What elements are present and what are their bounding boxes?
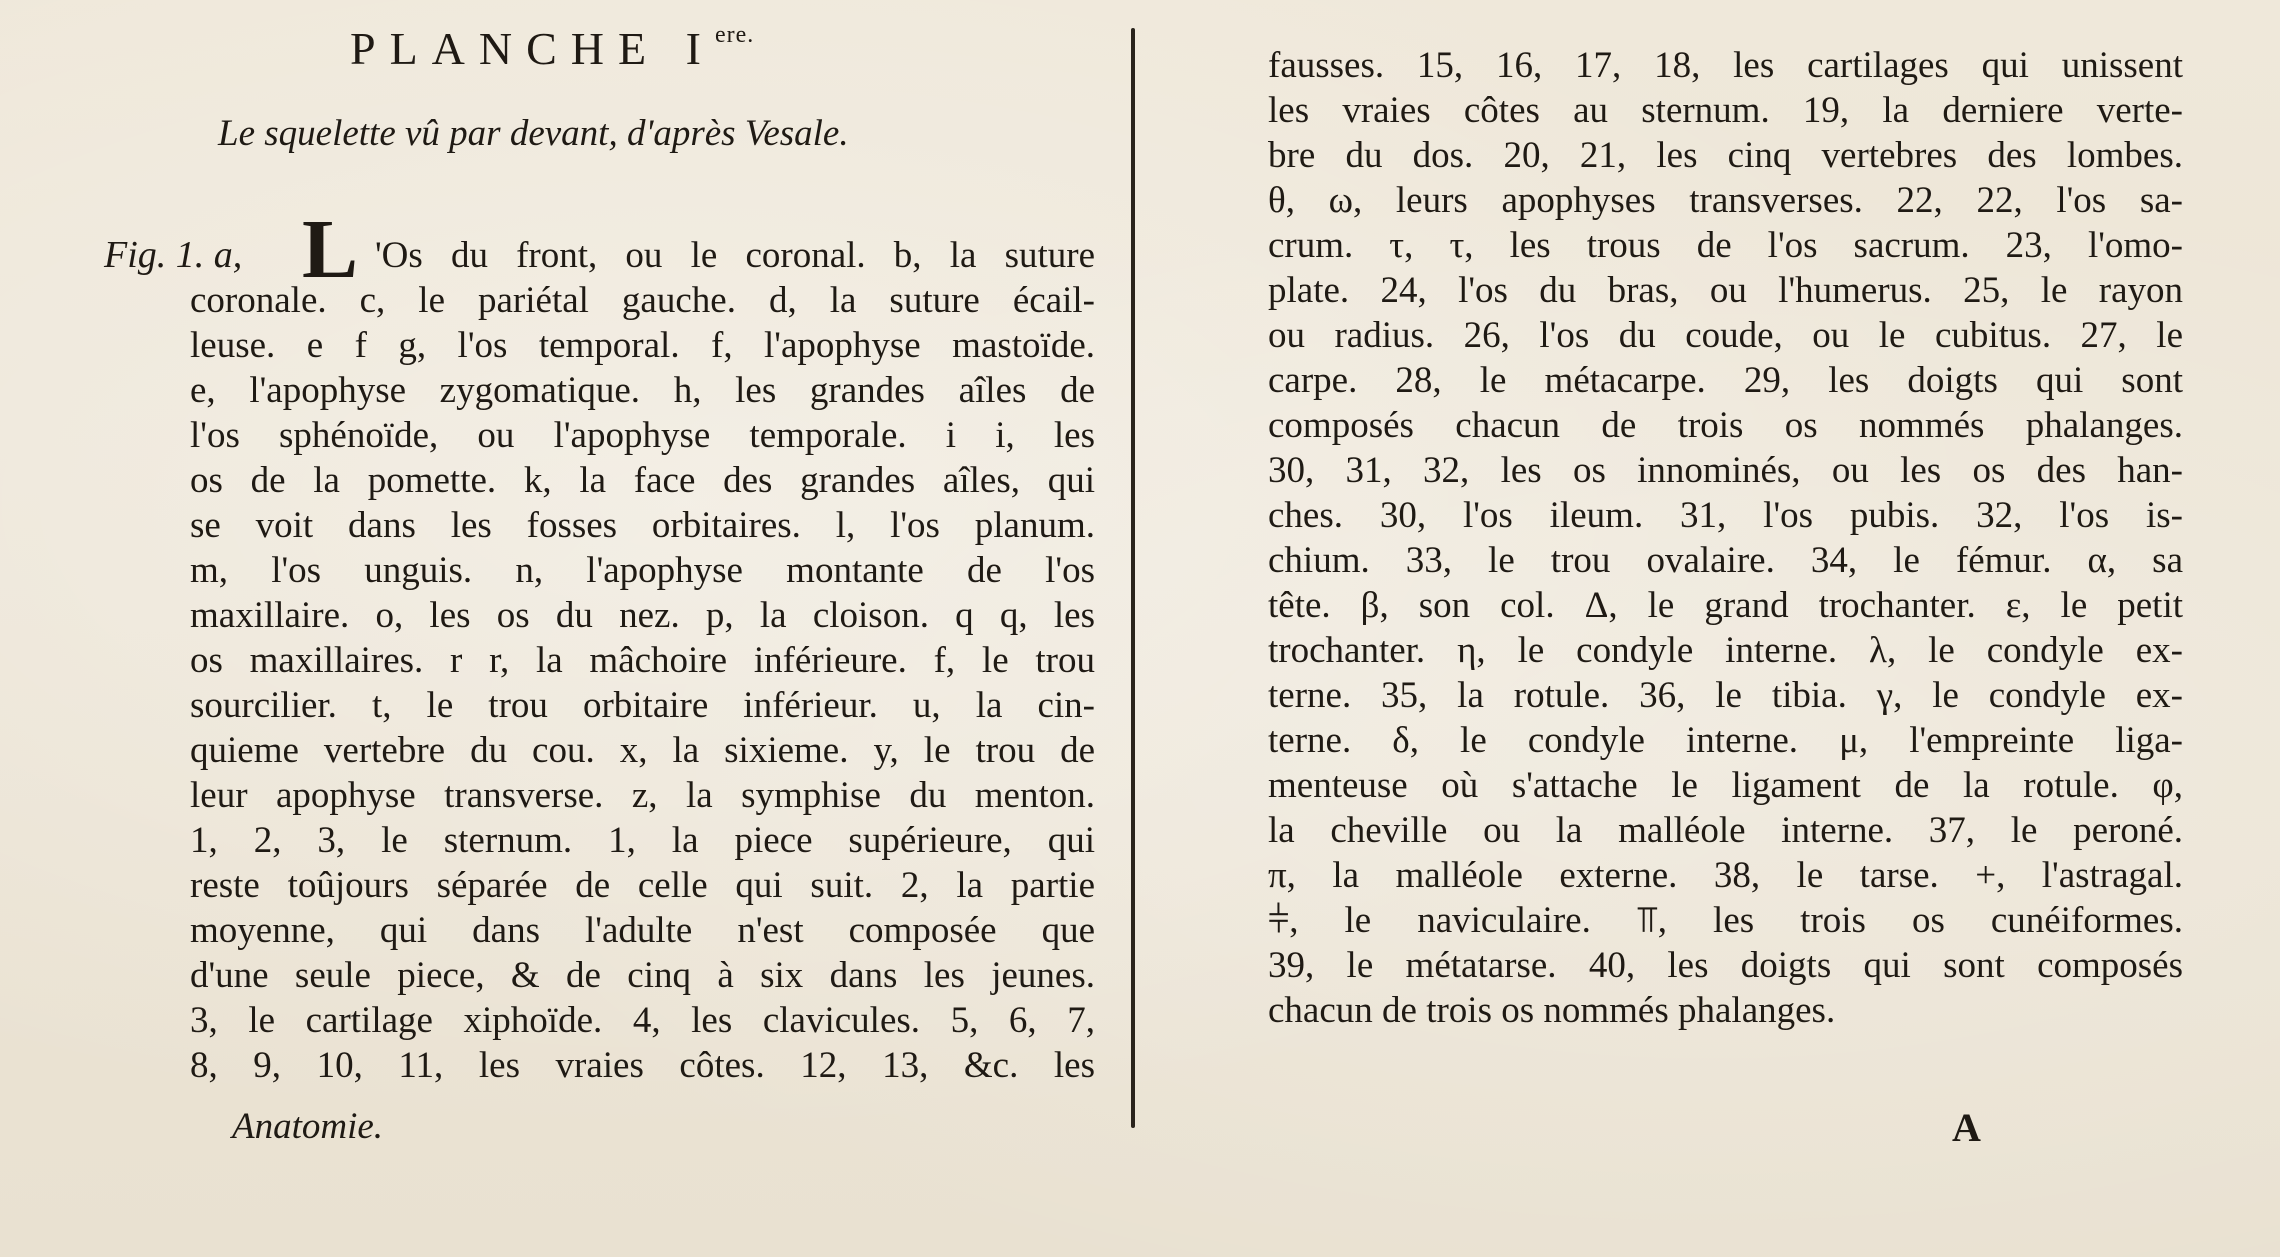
text-line: terne. 35, la rotule. 36, le tibia. γ, le condyle ex- — [1268, 675, 2183, 716]
text-line: sourcilier. t, le trou orbitaire inférieur. u, la cin- — [190, 685, 1095, 726]
plate-title-text: PLANCHE I — [350, 23, 715, 74]
text-line: leur apophyse transverse. z, la symphise du menton. — [190, 775, 1095, 816]
plate-subtitle: Le squelette vû par devant, d'après Vesale. — [218, 113, 849, 154]
text-line: d'une seule piece, & de cinq à six dans les jeunes. — [190, 955, 1095, 996]
text-line: trochanter. η, le condyle interne. λ, le condyle ex- — [1268, 630, 2183, 671]
text-line: composés chacun de trois os nommés phalanges. — [1268, 405, 2183, 446]
text-line: l'os sphénoïde, ou l'apophyse temporale. i i, les — [190, 415, 1095, 456]
text-line: terne. δ, le condyle interne. μ, l'empreinte liga- — [1268, 720, 2183, 761]
text-line: 'Os du front, ou le coronal. b, la suture — [375, 235, 1095, 276]
text-line: reste toûjours séparée de celle qui suit. 2, la partie — [190, 865, 1095, 906]
text-line: fausses. 15, 16, 17, 18, les cartilages qui unissent — [1268, 45, 2183, 86]
text-line: ou radius. 26, l'os du coude, ou le cubitus. 27, le — [1268, 315, 2183, 356]
text-line: π, la malléole externe. 38, le tarse. +, l'astragal. — [1268, 855, 2183, 896]
text-line: les vraies côtes au sternum. 19, la derniere verte- — [1268, 90, 2183, 131]
drop-cap: L — [302, 203, 359, 296]
text-line: quieme vertebre du cou. x, la sixieme. y, le trou de — [190, 730, 1095, 771]
text-line: 39, le métatarse. 40, les doigts qui sont composés — [1268, 945, 2183, 986]
text-line: leuse. e f g, l'os temporal. f, l'apophyse mastoïde. — [190, 325, 1095, 366]
text-line: plate. 24, l'os du bras, ou l'humerus. 25, le rayon — [1268, 270, 2183, 311]
text-line: e, l'apophyse zygomatique. h, les grandes aîles de — [190, 370, 1095, 411]
text-line: 8, 9, 10, 11, les vraies côtes. 12, 13, &c. les — [190, 1045, 1095, 1086]
text-line: 1, 2, 3, le sternum. 1, la piece supérieure, qui — [190, 820, 1095, 861]
text-line: tête. β, son col. Δ, le grand trochanter. ε, le petit — [1268, 585, 2183, 626]
text-line: chacun de trois os nommés phalanges. — [1268, 990, 1836, 1031]
text-line: carpe. 28, le métacarpe. 29, les doigts qui sont — [1268, 360, 2183, 401]
plate-title-superscript: ere. — [714, 22, 755, 48]
text-line: os de la pomette. k, la face des grandes aîles, qui — [190, 460, 1095, 501]
text-line: moyenne, qui dans l'adulte n'est composée que — [190, 910, 1095, 951]
text-line: ches. 30, l'os ileum. 31, l'os pubis. 32, l'os is- — [1268, 495, 2183, 536]
text-line: m, l'os unguis. n, l'apophyse montante de l'os — [190, 550, 1095, 591]
text-line: os maxillaires. r r, la mâchoire inférieure. f, le trou — [190, 640, 1095, 681]
text-line: chium. 33, le trou ovalaire. 34, le fémur. α, sa — [1268, 540, 2183, 581]
text-line: θ, ω, leurs apophyses transverses. 22, 22, l'os sa- — [1268, 180, 2183, 221]
plate-title — [350, 22, 754, 75]
text-line: 30, 31, 32, les os innominés, ou les os des han- — [1268, 450, 2183, 491]
text-line: maxillaire. o, les os du nez. p, la cloison. q q, les — [190, 595, 1095, 636]
text-line: se voit dans les fosses orbitaires. l, l'os planum. — [190, 505, 1095, 546]
text-line: 3, le cartilage xiphoïde. 4, les clavicules. 5, 6, 7, — [190, 1000, 1095, 1041]
text-line: la cheville ou la malléole interne. 37, le peroné. — [1268, 810, 2183, 851]
column-divider — [1131, 28, 1135, 1128]
text-line: bre du dos. 20, 21, les cinq vertebres des lombes. — [1268, 135, 2183, 176]
text-line: ⫩, le naviculaire. ⫪, les trois os cunéiformes. — [1268, 900, 2183, 941]
signature-mark: A — [1952, 1105, 1981, 1150]
figure-label: Fig. 1. a, — [104, 234, 243, 276]
text-line: menteuse où s'attache le ligament de la rotule. φ, — [1268, 765, 2183, 806]
text-line: coronale. c, le pariétal gauche. d, la suture écail- — [190, 280, 1095, 321]
text-line: crum. τ, τ, les trous de l'os sacrum. 23, l'omo- — [1268, 225, 2183, 266]
catchword: Anatomie. — [232, 1106, 384, 1147]
